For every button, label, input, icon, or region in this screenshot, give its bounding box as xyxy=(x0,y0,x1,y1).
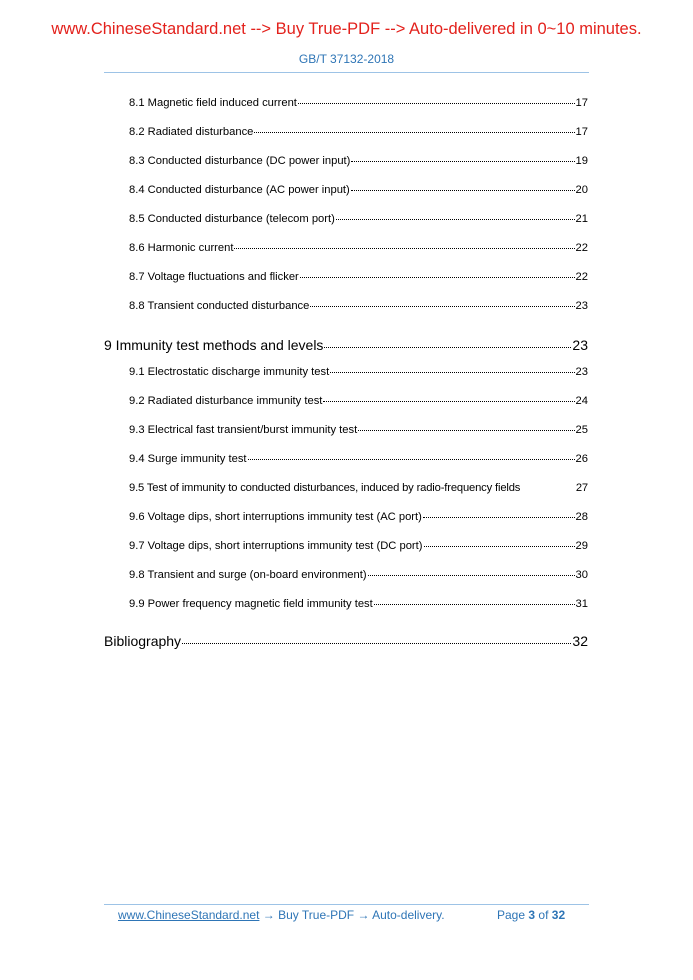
toc-entry-page: 26 xyxy=(575,453,588,465)
toc-entry-page: 19 xyxy=(575,155,588,167)
toc-entry-page: 24 xyxy=(575,395,588,407)
toc-dot-leader xyxy=(254,131,574,133)
toc-dot-leader xyxy=(424,545,575,547)
toc-entry-page: 20 xyxy=(575,184,588,196)
toc-dot-leader xyxy=(182,642,571,644)
toc-entry-page: 29 xyxy=(575,540,588,552)
toc-entry-8-4[interactable] xyxy=(129,184,588,196)
toc-entry-page: 17 xyxy=(575,97,588,109)
footer-site-link[interactable]: www.ChineseStandard.net xyxy=(118,908,260,922)
toc-entry-page: 17 xyxy=(575,126,588,138)
toc-entry-9-1[interactable] xyxy=(129,366,588,378)
toc-entry-page: 22 xyxy=(575,271,588,283)
toc-entry-8-7[interactable] xyxy=(129,271,588,283)
toc-entry-page: 28 xyxy=(575,511,588,523)
toc-entry-title: 9.2 Radiated disturbance immunity test xyxy=(129,395,323,407)
toc-entry-8-5[interactable] xyxy=(129,213,588,225)
toc-entry-9-8[interactable] xyxy=(129,569,588,581)
toc-entry-title: 9.5 Test of immunity to conducted disturbances, induced by radio-frequency fields xyxy=(129,482,521,494)
toc-entry-title: 8.1 Magnetic field induced current xyxy=(129,97,297,109)
page-of: of xyxy=(538,908,549,922)
toc-dot-leader xyxy=(300,276,575,278)
toc-dot-leader xyxy=(330,371,574,373)
toc-dot-leader xyxy=(423,516,575,518)
page-total: 32 xyxy=(551,908,566,922)
toc-entry-title: 8.4 Conducted disturbance (AC power input) xyxy=(129,184,350,196)
toc-dot-leader xyxy=(310,305,574,307)
toc-entry-9-7[interactable] xyxy=(129,540,588,552)
promo-banner[interactable]: www.ChineseStandard.net --> Buy True-PDF --> Auto-delivered in 0~10 minutes. xyxy=(51,20,642,38)
toc-dot-leader xyxy=(248,458,575,460)
toc-entry-9-4[interactable] xyxy=(129,453,588,465)
toc-entry-title: 8.7 Voltage fluctuations and flicker xyxy=(129,271,299,283)
toc-entry-title: 9.8 Transient and surge (on-board environment) xyxy=(129,569,367,581)
toc-entry-title: 8.3 Conducted disturbance (DC power input) xyxy=(129,155,351,167)
toc-entry-9-6[interactable] xyxy=(129,511,588,523)
toc-dot-leader xyxy=(374,603,575,605)
toc-entry-8-6[interactable] xyxy=(129,242,588,254)
page-current: 3 xyxy=(528,908,536,922)
toc-entry-9-2[interactable] xyxy=(129,395,588,407)
toc-entry-title: 9.7 Voltage dips, short interruptions immunity test (DC port) xyxy=(129,540,423,552)
toc-entry-title: 9.6 Voltage dips, short interruptions immunity test (AC port) xyxy=(129,511,422,523)
toc-entry-title: 8.2 Radiated disturbance xyxy=(129,126,254,138)
toc-dot-leader xyxy=(368,574,575,576)
toc-entry-page: 22 xyxy=(575,242,588,254)
toc-entry-page: 23 xyxy=(575,366,588,378)
toc-entry-page: 23 xyxy=(572,337,588,353)
toc-entry-8-1[interactable] xyxy=(129,97,588,109)
toc-entry-page: 25 xyxy=(575,424,588,436)
toc-entry-title: 9.4 Surge immunity test xyxy=(129,453,247,465)
toc-entry-page: 27 xyxy=(575,482,588,494)
toc-entry-title: 8.6 Harmonic current xyxy=(129,242,234,254)
toc-entry-title: 9 Immunity test methods and levels xyxy=(104,337,324,353)
toc-entry-8-3[interactable] xyxy=(129,155,588,167)
document-id: GB/T 37132-2018 xyxy=(298,52,395,66)
toc-dot-leader xyxy=(358,429,574,431)
toc-dot-leader xyxy=(521,488,575,489)
toc-dot-leader xyxy=(234,247,574,249)
toc-entry-title: 9.3 Electrical fast transient/burst immunity test xyxy=(129,424,358,436)
toc-dot-leader xyxy=(324,346,571,348)
page-indicator xyxy=(497,908,565,922)
toc-entry-9-5[interactable] xyxy=(129,482,588,494)
toc-entry-page: 30 xyxy=(575,569,588,581)
toc-dot-leader xyxy=(336,218,575,220)
toc-dot-leader xyxy=(298,102,575,104)
toc-entry-title: Bibliography xyxy=(104,633,182,649)
toc-entry-page: 21 xyxy=(575,213,588,225)
toc-entry-title: 8.5 Conducted disturbance (telecom port) xyxy=(129,213,335,225)
toc-entry-title: 8.8 Transient conducted disturbance xyxy=(129,300,310,312)
toc-entry-title: 9.1 Electrostatic discharge immunity test xyxy=(129,366,330,378)
header-rule xyxy=(104,72,589,73)
toc-entry-9-3[interactable] xyxy=(129,424,588,436)
toc-entry-title: 9.9 Power frequency magnetic field immunity test xyxy=(129,598,373,610)
toc-entry-page: 23 xyxy=(575,300,588,312)
toc-entry-8-8[interactable] xyxy=(129,300,588,312)
toc-dot-leader xyxy=(351,160,574,162)
toc-dot-leader xyxy=(323,400,574,402)
toc-entry-page: 32 xyxy=(572,633,588,649)
toc-entry-9-9[interactable] xyxy=(129,598,588,610)
toc-entry-chapter-9[interactable] xyxy=(104,337,588,353)
footer-promo xyxy=(118,908,445,922)
footer-promo-text: → Buy True-PDF → Auto-delivery. xyxy=(259,908,445,922)
footer-rule xyxy=(104,904,589,905)
toc-dot-leader xyxy=(351,189,575,191)
toc-entry-bibliography[interactable] xyxy=(104,633,588,649)
toc-entry-page: 31 xyxy=(575,598,588,610)
toc-entry-8-2[interactable] xyxy=(129,126,588,138)
page-label: Page xyxy=(497,908,526,922)
